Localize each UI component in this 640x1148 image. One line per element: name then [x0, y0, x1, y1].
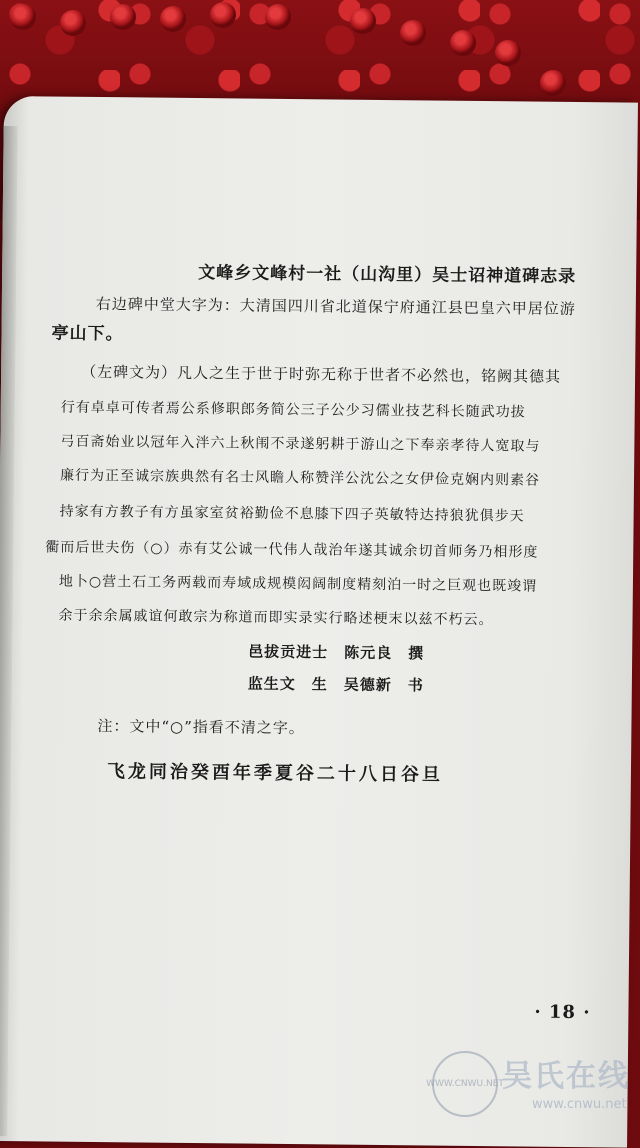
tassel-decoration: [540, 70, 566, 96]
author-line: 邑拔贡进士 陈元良 撰: [248, 642, 425, 663]
tassel-decoration: [450, 30, 476, 56]
tassel-decoration: [350, 8, 376, 34]
note-line: 注：文中“○”指看不清之字。: [97, 717, 305, 738]
text-line: （左碑文为）凡人之生于世于时弥无称于世者不必然也，铭阙其德其: [81, 362, 562, 386]
document-title: 文峰乡文峰村一社（山沟里）吴士诏神道碑志录: [198, 263, 577, 288]
text-line: 行有卓卓可传者焉公系修职郎务简公三子公少习儒业技艺科长随武功拔: [60, 399, 526, 421]
calligrapher-line: 监生文 生 吴德新 书: [247, 674, 424, 695]
text-line: 亭山下。: [51, 323, 124, 345]
tassel-decoration: [160, 6, 186, 32]
text-line: 余于余余属戚谊何敢宗为称道而即实录实行略述梗末以兹不朽云。: [58, 607, 494, 629]
tassel-decoration: [60, 10, 86, 36]
date-line: 飞龙同治癸酉年季夏谷二十八日谷旦: [106, 761, 444, 786]
tassel-decoration: [400, 20, 426, 46]
tassel-decoration: [210, 2, 236, 28]
text-line: 廉行为正至诚宗族典然有名士风瞻人称赞洋公沈公之女伊俭克娴内则素谷: [59, 467, 541, 489]
tassel-decoration: [495, 40, 521, 66]
text-line: 右边碑中堂大字为：大清国四川省北道保宁府通江县巴皇六甲居位游: [95, 294, 576, 318]
watermark-url: www.cnwu.net: [532, 1097, 627, 1112]
watermark-brand: 吴氏在线: [502, 1059, 630, 1094]
book-page: [0, 96, 638, 1148]
site-watermark: [426, 1045, 632, 1125]
text-line: 弓百斋始业以冠年入泮六上秋闱不录遂躬耕于游山之下奉亲孝待人宽取与: [60, 433, 541, 455]
text-line: 持家有方教子有方虽家室贫裕勤俭不息膝下四子英敏特达持狼犹俱步天: [59, 503, 525, 525]
text-line: 衢而后世夫伤（○）赤有艾公诚一代伟人哉治年遂其诚余切首师务乃相形度: [45, 539, 539, 561]
text-line: 地卜○营土石工务两载而寿域成规模闳阔制度精刻泊一时之巨观也既竣谓: [58, 573, 538, 595]
tassel-decoration: [265, 4, 291, 30]
watermark-seal-icon: WWW.CNWU.NET: [432, 1051, 498, 1117]
page-number: · 18 ·: [534, 1001, 591, 1024]
page-binding-edge: [0, 126, 18, 1136]
tassel-decoration: [110, 4, 136, 30]
tassel-decoration: [10, 4, 36, 30]
